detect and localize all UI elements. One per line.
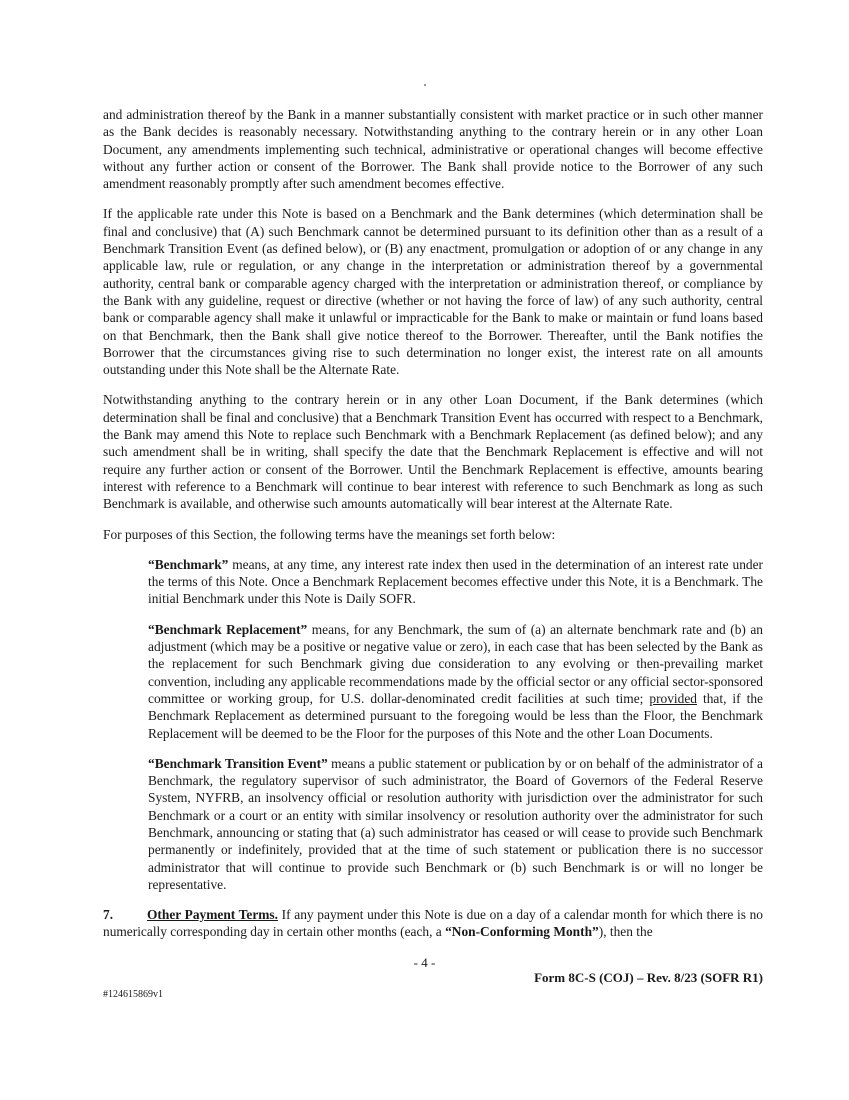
scan-speck: [424, 84, 426, 86]
paragraph-benchmark-unavailable: If the applicable rate under this Note is based on a Benchmark and the Bank determines (which determination shall be final and conclusive) that (A) such Benchmark cannot be determined pursuant to its definition other than as a result of a Benchmark Transition Event (as defined below), or (B) any enactment, promulgation or adoption of or any change in any applicable law, rule or regulation, or any change in the interpretation or administration thereof by a governmental authority, central bank or comparable agency charged with the interpretation or administration thereof, or compliance by the Bank with any guideline, request or directive (whether or not having the force of law) of any such authority, central bank or comparable agency shall make it unlawful or impracticable for the Bank to make or maintain or fund loans based on that Benchmark, then the Bank shall give notice thereof to the Borrower. Thereafter, until the Bank notifies the Borrower that the circumstances giving rise to such determination no longer exist, the interest rate on all amounts outstanding under this Note shall be the Alternate Rate.: [103, 206, 763, 378]
section-7-heading: Other Payment Terms.: [147, 907, 278, 923]
page-number: - 4 -: [413, 955, 436, 970]
definition-replacement-text-a: means, for any Benchmark, the sum of (a) an alternate benchmark rate and (b) an adjustment (which may be a positive or negative value or zero), in each case that has been selected by the Bank as the replacement for such Benchmark giving due consideration to any evolving or then-prevailing market convention, including any applicable recommendations made by the official sector or any official sector-sponsored committee or working group, for U.S. dollar-denominated credit facilities at such time;: [148, 621, 764, 706]
definition-benchmark-transition-event: [103, 755, 763, 893]
term-benchmark: “Benchmark”: [148, 556, 229, 572]
definition-transition-text: means a public statement or publication by or on behalf of the administrator of a Benchmark, the regulatory supervisor of such administrator, the Board of Governors of the Federal Reserve System, NYFRB, an insolvency official or resolution authority with jurisdiction over the administrator for such Benchmark or a court or an entity with similar insolvency or resolution authority over the administrator for such Benchmark, announcing or stating that (a) such administrator has ceased or will cease to provide such Benchmark permanently or indefinitely, provided that at the time of such statement or publication there is no successor administrator that will continue to provide such Benchmark or (b) such Benchmark is or will no longer be representative.: [148, 755, 763, 892]
section-7-text-a: If any payment under this Note is due on a day of a calendar month for which there is no numerically corresponding day in certain other months (each, a: [103, 907, 764, 940]
definition-benchmark: [103, 556, 763, 608]
definition-benchmark-replacement: [103, 621, 763, 742]
form-identifier: Form 8C-S (COJ) – Rev. 8/23 (SOFR R1): [534, 970, 763, 985]
term-benchmark-replacement: “Benchmark Replacement”: [148, 621, 308, 637]
document-id: #124615869v1: [103, 989, 163, 1000]
document-body: [103, 106, 763, 954]
section-7: [103, 906, 763, 941]
section-7-text-b: ), then the: [598, 924, 653, 940]
term-benchmark-transition-event: “Benchmark Transition Event”: [148, 755, 328, 771]
term-non-conforming-month: “Non-Conforming Month”: [445, 924, 599, 940]
paragraph-admin-amendments: and administration thereof by the Bank in a manner substantially consistent with market practice or in such other manner as the Bank decides is reasonably necessary. Notwithstanding anything to the contrary herein or in any other Loan Document, any amendments implementing such technical, administrative or operational changes will become effective without any further action or consent of the Borrower. The Bank shall provide notice to the Borrower of any such amendment reasonably promptly after such amendment becomes effective.: [103, 107, 763, 192]
section-7-number: 7.: [103, 907, 114, 923]
definition-replacement-text-b: that, if the Benchmark Replacement as determined pursuant to the foregoing would be less than the Floor, the Benchmark Replacement will be deemed to be the Floor for the purposes of this Note and the other Loan Documents.: [148, 690, 763, 741]
definition-benchmark-text: means, at any time, any interest rate index then used in the determination of an interest rate under the terms of this Note. Once a Benchmark Replacement becomes effective under this Note, it is a Benchmark. The initial Benchmark under this Note is Daily SOFR.: [148, 556, 763, 607]
paragraph-benchmark-replacement: Notwithstanding anything to the contrary herein or in any other Loan Document, if the Bank determines (which determination shall be final and conclusive) that a Benchmark Transition Event has occurred with respect to a Benchmark, the Bank may amend this Note to replace such Benchmark with a Benchmark Replacement (as defined below); and any such amendment shall be in writing, shall specify the date that the Benchmark Replacement is effective and will not require any further action or consent of the Borrower. Until the Benchmark Replacement is effective, amounts bearing interest with reference to a Benchmark will continue to bear interest with reference to such Benchmark as long as such Benchmark is available, and otherwise such amounts automatically will bear interest at the Alternate Rate.: [103, 392, 763, 512]
term-provided: provided: [649, 690, 697, 706]
paragraph-definitions-intro: For purposes of this Section, the following terms have the meanings set forth below:: [103, 526, 556, 542]
